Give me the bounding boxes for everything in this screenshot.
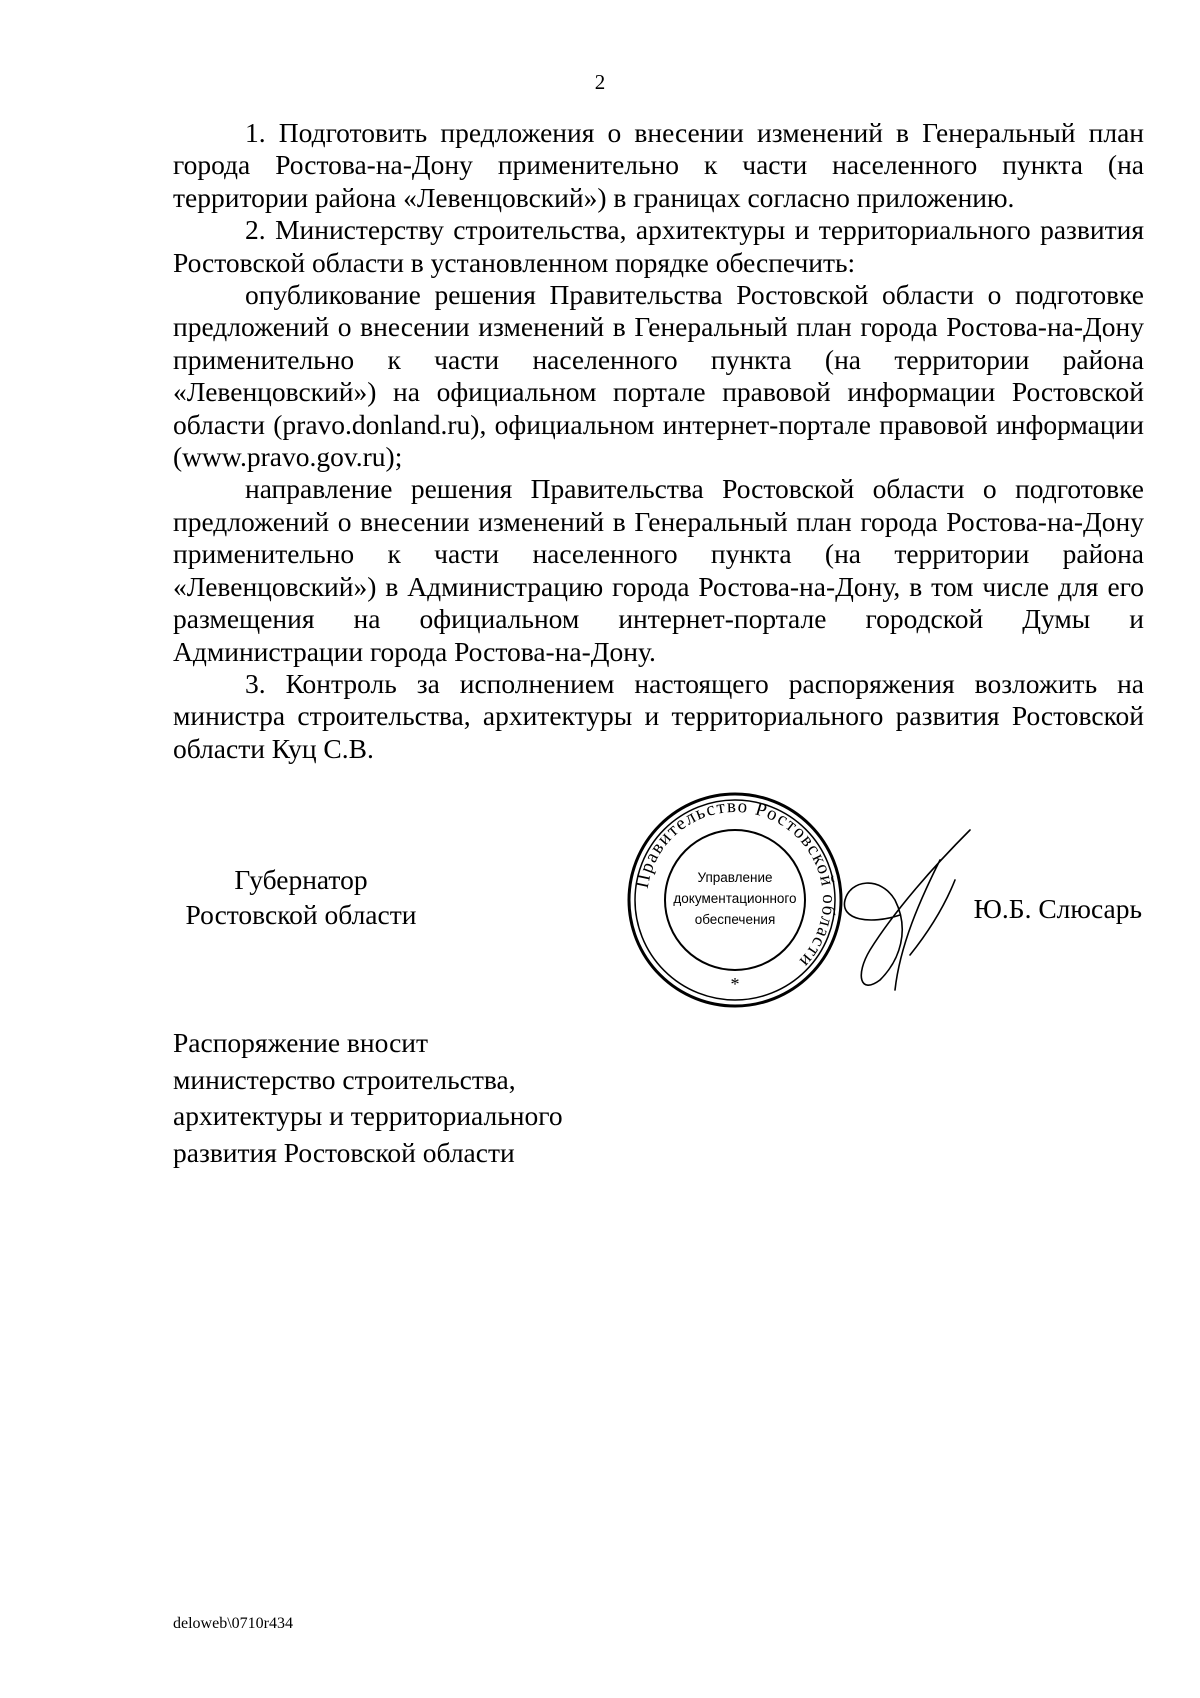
introduced-by-line-3: архитектуры и территориального xyxy=(173,1100,563,1131)
signatory-position xyxy=(176,862,426,932)
introduced-by-line-2: министерство строительства, xyxy=(173,1063,516,1095)
document-code: deloweb\0710r434 xyxy=(173,1615,293,1632)
signatory-position-line-1: Губернатор xyxy=(234,864,368,895)
official-seal xyxy=(625,790,845,1010)
document-body xyxy=(173,117,1144,765)
introduced-by-line-4: развития Ростовской области xyxy=(173,1136,515,1168)
seal-inner-line-3: обеспечения xyxy=(694,912,776,927)
page-number: 2 xyxy=(594,70,606,94)
paragraph-3: опубликование решения Правительства Ростовской области о подготовке предложений о внесении изменений в Генеральный план города Ростова-на-Дону применительно к части населенного пункта (на территории района «Левенцовский») на официальном портале правовой информации Ростовской области (pravo.donland.ru), официальном интернет-портале правовой информации (www.pravo.gov.ru); xyxy=(173,279,1144,473)
seal-inner-line-2: документационного xyxy=(673,891,797,906)
paragraph-4: направление решения Правительства Ростовской области о подготовке предложений о внесении изменений в Генеральный план города Ростова-на-Дону применительно к части населенного пункта (на территории района «Левенцовский») в Администрацию города Ростова-на-Дону, в том числе для его размещения на официальном интернет-портале городской Думы и Администрации города Ростова-на-Дону. xyxy=(173,473,1144,667)
seal-inner-line-1: Управление xyxy=(697,870,773,885)
signatory-position-line-2: Ростовской области xyxy=(185,899,417,930)
paragraph-2: 2. Министерству строительства, архитектуры и территориального развития Ростовской области в установленном порядке обеспечить: xyxy=(173,214,1144,278)
seal-outer-text: Правительство Ростовской области xyxy=(631,795,840,973)
paragraph-1: 1. Подготовить предложения о внесении изменений в Генеральный план города Ростова-на-Дону применительно к части населенного пункта (на территории района «Левенцовский») в границах согласно приложению. xyxy=(173,117,1144,213)
introduced-by-line-1: Распоряжение вносит xyxy=(173,1027,429,1058)
signatory-name: Ю.Б. Слюсарь xyxy=(973,893,1142,924)
paragraph-5: 3. Контроль за исполнением настоящего распоряжения возложить на министра строительства, архитектуры и территориального развития Ростовской области Куц С.В. xyxy=(173,667,1144,764)
introduced-by xyxy=(173,1025,563,1171)
seal-star: * xyxy=(730,974,740,994)
handwritten-signature xyxy=(840,820,980,1000)
